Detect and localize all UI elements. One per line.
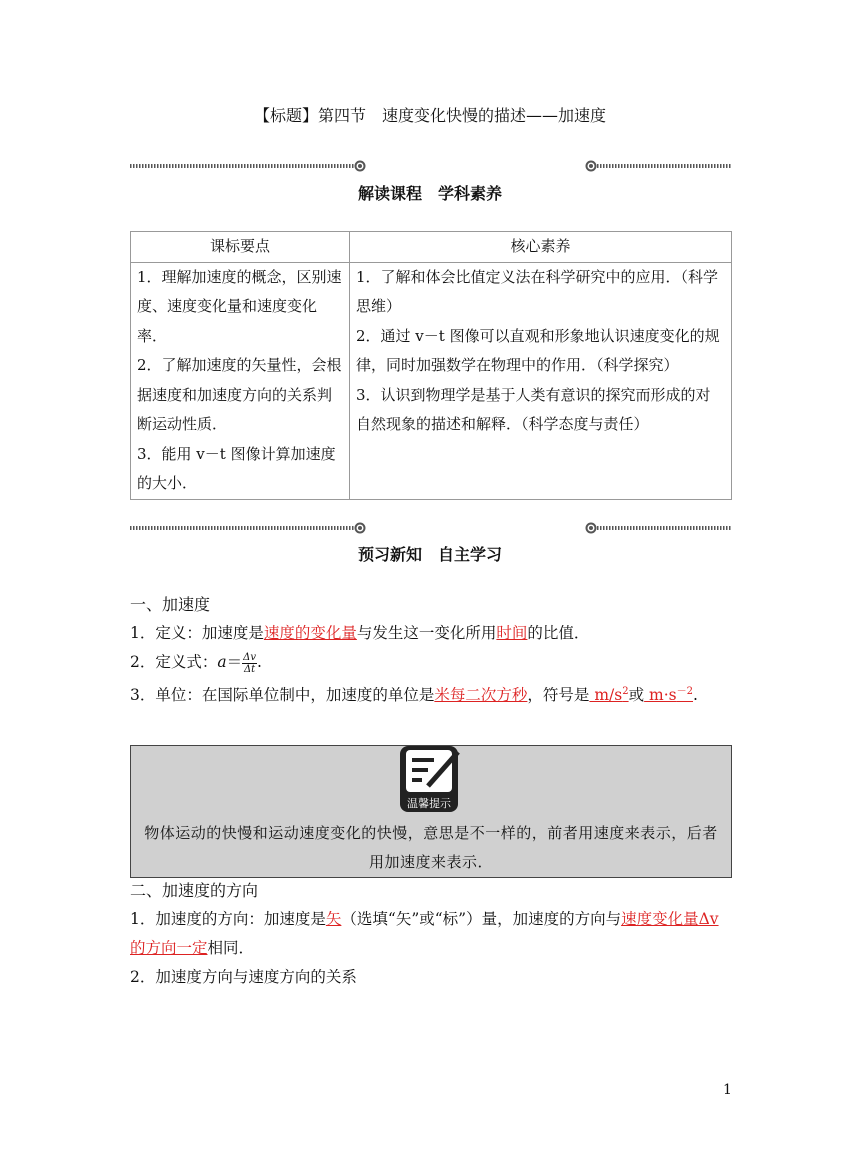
formula-prefix: 2．定义式： [130, 653, 218, 671]
unit-prefix: 3．单位：在国际单位制中，加速度的单位是 [130, 686, 435, 705]
section-divider [130, 521, 732, 535]
blank-unit-symbol-1 [589, 686, 628, 704]
unit-end: . [693, 686, 698, 705]
core-literacy-1: 1．了解和体会比值定义法在科学研究中的应用．（科学思维） [356, 267, 719, 315]
definition-suffix: 的比值． [527, 624, 590, 642]
blank-velocity-change-direction: 速度变化量Δv 的方向一定 [130, 910, 719, 957]
definition-line [130, 619, 732, 648]
formula-line [130, 648, 732, 677]
formula-end: . [257, 653, 262, 671]
formula-fraction [242, 652, 257, 675]
unit-or: 或 [628, 686, 645, 705]
heading-acceleration: 一、加速度 [130, 595, 211, 614]
table-cell-key-points [131, 262, 350, 499]
direction-suffix: 相同． [207, 939, 255, 957]
unit-symbol-1-exp: 2 [622, 686, 629, 697]
part-direction [130, 876, 732, 992]
formula-denominator: Δt [243, 663, 256, 675]
unit-line [130, 677, 732, 710]
formula-equals: ＝ [226, 653, 243, 671]
table-header-key-points: 课标要点 [131, 232, 350, 263]
blank-unit-symbol-2 [644, 686, 693, 704]
core-literacy-2: 2．通过 v－t 图像可以直观和形象地认识速度变化的规律，同时加强数学在物理中的作用．（科学探究） [356, 326, 720, 374]
formula-variable: a [217, 653, 227, 671]
direction-line [130, 905, 732, 963]
unit-symbol-2-exp: －2 [676, 686, 693, 697]
key-point-3: 3．能用 v－t 图像计算加速度的大小． [137, 444, 336, 492]
key-point-2: 2．了解加速度的矢量性，会根据速度和加速度方向的关系判断运动性质． [137, 356, 342, 433]
tip-badge-label: 温馨提示 [407, 797, 451, 810]
table-cell-core-literacy [350, 262, 732, 499]
definition-mid: 与发生这一变化所用 [356, 624, 497, 642]
blank-velocity-change: 速度的变化量 [263, 624, 357, 642]
unit-mid: ，符号是 [527, 686, 590, 705]
tip-text: 物体运动的快慢和运动速度变化的快慢，意思是不一样的，前者用速度来表示，后者用加速度来表示． [144, 824, 718, 871]
direction-prefix: 1．加速度的方向：加速度是 [130, 910, 326, 928]
key-point-1: 1．理解加速度的概念，区别速度、速度变化量和速度变化率． [137, 267, 342, 345]
section-title-course: 解读课程 学科素养 [357, 184, 502, 203]
relation-line: 2．加速度方向与速度方向的关系 [130, 968, 357, 986]
table-header-core-literacy: 核心素养 [350, 232, 732, 263]
definition-prefix: 1．定义：加速度是 [130, 624, 264, 642]
unit-symbol-1-text: m/s [589, 686, 623, 705]
standards-table [130, 231, 732, 500]
page-number: 1 [723, 1082, 732, 1098]
section-title-preview: 预习新知 自主学习 [357, 545, 502, 564]
core-literacy-3: 3．认识到物理学是基于人类有意识的探究而形成的对自然现象的描述和解释．（科学态度与责任） [356, 385, 711, 433]
heading-direction: 二、加速度的方向 [130, 881, 259, 900]
unit-symbol-2-text: m·s [644, 686, 677, 705]
blank-time: 时间 [496, 624, 528, 642]
note-edit-icon [398, 746, 462, 814]
blank-vector: 矢 [325, 910, 342, 928]
page-title: 【标题】第四节 速度变化快慢的描述——加速度 [253, 106, 606, 125]
direction-mid: （选填“矢”或“标”）量，加速度的方向与 [341, 910, 622, 928]
formula-numerator: Δv [243, 651, 257, 663]
tip-box [130, 745, 732, 878]
blank-unit-name: 米每二次方秒 [434, 686, 528, 705]
part-acceleration [130, 590, 732, 710]
section-divider [130, 159, 732, 173]
